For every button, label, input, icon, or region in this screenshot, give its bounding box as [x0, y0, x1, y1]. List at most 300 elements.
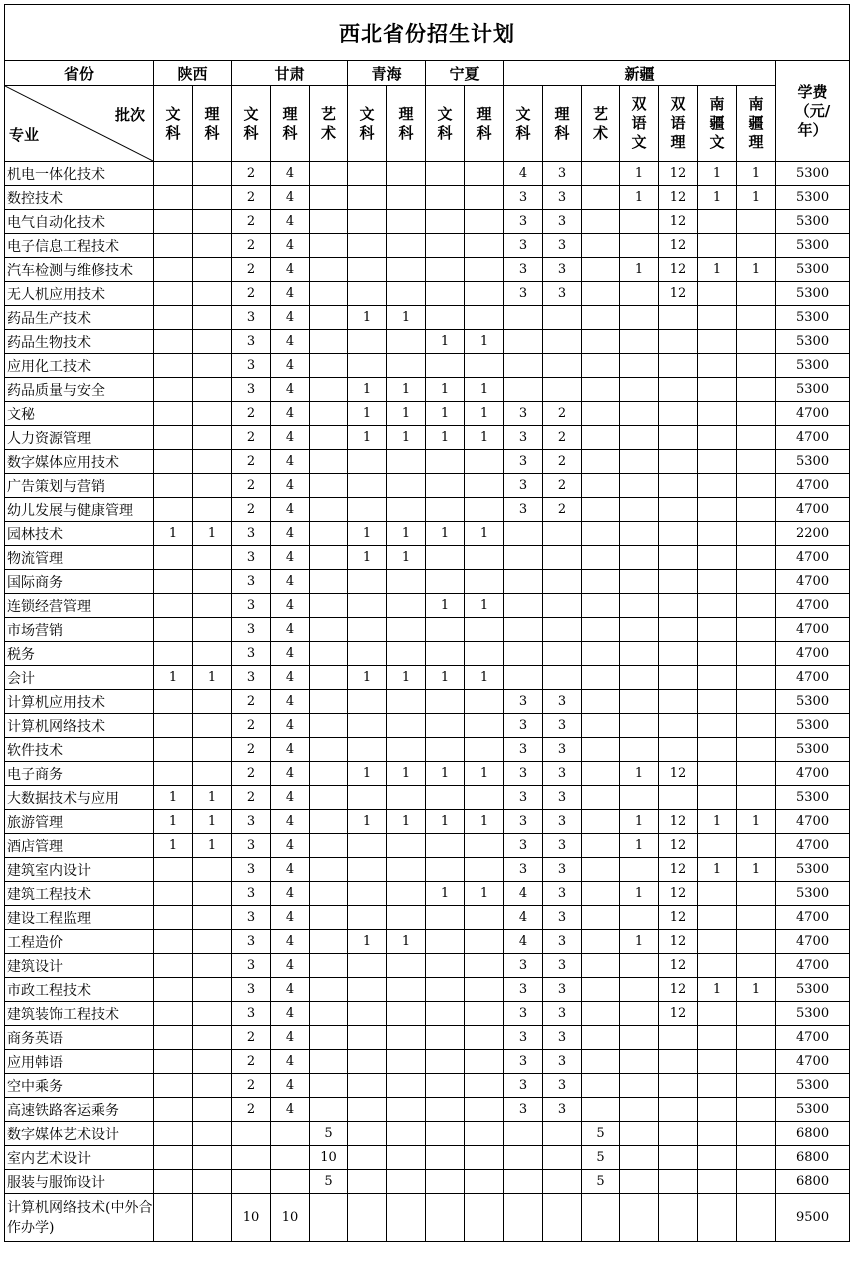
quota-cell: 2: [543, 450, 582, 474]
quota-cell: 3: [232, 546, 271, 570]
table-row: [5, 1146, 850, 1170]
quota-cell: 3: [543, 882, 582, 906]
quota-cell: 4: [271, 450, 310, 474]
quota-cell: [582, 162, 620, 186]
quota-cell: [310, 810, 348, 834]
quota-cell: [659, 786, 698, 810]
quota-cell: [737, 1050, 776, 1074]
quota-cell: [582, 282, 620, 306]
quota-cell: 3: [543, 762, 582, 786]
quota-cell: [737, 786, 776, 810]
quota-cell: [737, 594, 776, 618]
major-name: 人力资源管理: [5, 426, 154, 450]
quota-cell: [737, 210, 776, 234]
quota-cell: 1: [465, 762, 504, 786]
quota-cell: 4: [271, 210, 310, 234]
quota-cell: [582, 642, 620, 666]
quota-cell: 3: [543, 954, 582, 978]
quota-cell: [698, 474, 737, 498]
quota-cell: 4: [504, 882, 543, 906]
quota-cell: 2: [543, 474, 582, 498]
quota-cell: 1: [620, 882, 659, 906]
quota-cell: [582, 714, 620, 738]
quota-cell: [310, 378, 348, 402]
subject-header-char: 科: [204, 123, 220, 142]
quota-cell: [659, 498, 698, 522]
subject-header-char: 理: [554, 104, 570, 123]
quota-cell: [387, 1170, 426, 1194]
tuition-cell: 5300: [776, 210, 850, 234]
quota-cell: [659, 666, 698, 690]
table-row: [5, 1002, 850, 1026]
subject-header-char: 疆: [748, 114, 764, 132]
quota-cell: [737, 306, 776, 330]
quota-cell: 1: [698, 186, 737, 210]
table-row: [5, 306, 850, 330]
table-row: [5, 1074, 850, 1098]
tuition-cell: 5300: [776, 258, 850, 282]
quota-cell: 4: [271, 906, 310, 930]
subject-header-char: 语: [631, 114, 647, 132]
quota-cell: [698, 1194, 737, 1242]
quota-cell: [659, 306, 698, 330]
quota-cell: [582, 546, 620, 570]
quota-cell: 2: [543, 426, 582, 450]
quota-cell: [698, 834, 737, 858]
quota-cell: 1: [465, 810, 504, 834]
quota-cell: [698, 1170, 737, 1194]
province-label: 省份: [5, 61, 154, 86]
quota-cell: [310, 426, 348, 450]
quota-cell: [543, 1194, 582, 1242]
quota-cell: 3: [232, 1002, 271, 1026]
major-name: 室内艺术设计: [5, 1146, 154, 1170]
quota-cell: 3: [543, 858, 582, 882]
quota-cell: [310, 906, 348, 930]
quota-cell: 4: [271, 282, 310, 306]
subject-header-char: 文: [243, 104, 259, 123]
quota-cell: [582, 690, 620, 714]
quota-cell: 1: [387, 930, 426, 954]
quota-cell: [737, 570, 776, 594]
major-name: 国际商务: [5, 570, 154, 594]
major-name: 幼儿发展与健康管理: [5, 498, 154, 522]
quota-cell: 1: [387, 546, 426, 570]
table-row: [5, 738, 850, 762]
quota-cell: [737, 522, 776, 546]
major-name: 文秘: [5, 402, 154, 426]
quota-cell: 3: [232, 522, 271, 546]
major-name: 建筑装饰工程技术: [5, 1002, 154, 1026]
quota-cell: [426, 1050, 465, 1074]
quota-cell: [310, 522, 348, 546]
quota-cell: [504, 354, 543, 378]
quota-cell: [582, 1074, 620, 1098]
quota-cell: 4: [271, 738, 310, 762]
subject-header-char: 文: [165, 104, 181, 123]
quota-cell: [426, 570, 465, 594]
quota-cell: [387, 834, 426, 858]
province-header-row: [5, 61, 850, 86]
quota-cell: [387, 882, 426, 906]
quota-cell: [348, 330, 387, 354]
quota-cell: [582, 258, 620, 282]
quota-cell: 3: [504, 690, 543, 714]
major-name: 建设工程监理: [5, 906, 154, 930]
quota-cell: [465, 1002, 504, 1026]
major-name: 高速铁路客运乘务: [5, 1098, 154, 1122]
quota-cell: 10: [271, 1194, 310, 1242]
subject-header: [659, 86, 698, 162]
quota-cell: [737, 402, 776, 426]
subject-header: [310, 86, 348, 162]
quota-cell: [737, 234, 776, 258]
quota-cell: 2: [232, 738, 271, 762]
quota-cell: [426, 546, 465, 570]
table-row: [5, 330, 850, 354]
quota-cell: [193, 1074, 232, 1098]
quota-cell: [193, 1122, 232, 1146]
quota-cell: 5: [310, 1170, 348, 1194]
quota-cell: [504, 330, 543, 354]
quota-cell: [582, 402, 620, 426]
quota-cell: [620, 978, 659, 1002]
quota-cell: [504, 642, 543, 666]
quota-cell: [465, 162, 504, 186]
quota-cell: 3: [504, 1098, 543, 1122]
quota-cell: [154, 858, 193, 882]
quota-cell: 12: [659, 954, 698, 978]
quota-cell: 4: [271, 306, 310, 330]
quota-cell: 4: [271, 570, 310, 594]
quota-cell: [659, 378, 698, 402]
quota-cell: 4: [271, 618, 310, 642]
quota-cell: [465, 1098, 504, 1122]
tuition-cell: 5300: [776, 690, 850, 714]
quota-cell: 1: [154, 786, 193, 810]
quota-cell: 1: [348, 666, 387, 690]
table-row: [5, 234, 850, 258]
subject-header-char: 南: [709, 95, 725, 113]
quota-cell: 2: [232, 210, 271, 234]
quota-cell: 5: [582, 1170, 620, 1194]
quota-cell: [193, 1026, 232, 1050]
quota-cell: [465, 546, 504, 570]
quota-cell: [193, 618, 232, 642]
quota-cell: [426, 1146, 465, 1170]
quota-cell: [348, 858, 387, 882]
quota-cell: 4: [271, 858, 310, 882]
quota-cell: [737, 1146, 776, 1170]
quota-cell: [698, 378, 737, 402]
quota-cell: [193, 882, 232, 906]
quota-cell: [659, 1074, 698, 1098]
subject-header: [271, 86, 310, 162]
quota-cell: [620, 234, 659, 258]
subject-header: [504, 86, 543, 162]
quota-cell: 12: [659, 930, 698, 954]
quota-cell: [698, 1002, 737, 1026]
quota-cell: [620, 1122, 659, 1146]
tuition-header-line: 年）: [797, 120, 828, 139]
quota-cell: [426, 738, 465, 762]
quota-cell: [659, 1050, 698, 1074]
quota-cell: [154, 642, 193, 666]
quota-cell: 4: [271, 930, 310, 954]
quota-cell: 4: [271, 426, 310, 450]
quota-cell: [193, 546, 232, 570]
tuition-cell: 4700: [776, 1026, 850, 1050]
quota-cell: 3: [504, 1026, 543, 1050]
quota-cell: [154, 1074, 193, 1098]
quota-cell: 3: [232, 930, 271, 954]
quota-cell: 4: [271, 1002, 310, 1026]
quota-cell: 1: [348, 402, 387, 426]
quota-cell: [698, 738, 737, 762]
major-name: 药品质量与安全: [5, 378, 154, 402]
quota-cell: [465, 450, 504, 474]
quota-cell: 3: [543, 186, 582, 210]
quota-cell: [310, 1050, 348, 1074]
major-name: 连锁经营管理: [5, 594, 154, 618]
tuition-cell: 5300: [776, 738, 850, 762]
quota-cell: [310, 546, 348, 570]
quota-cell: [620, 642, 659, 666]
tuition-cell: 4700: [776, 426, 850, 450]
quota-cell: [387, 954, 426, 978]
subject-header: [154, 86, 193, 162]
quota-cell: [310, 642, 348, 666]
major-name: 广告策划与营销: [5, 474, 154, 498]
quota-cell: 3: [232, 594, 271, 618]
quota-cell: [154, 330, 193, 354]
quota-cell: [310, 162, 348, 186]
quota-cell: [348, 1194, 387, 1242]
tuition-cell: 4700: [776, 834, 850, 858]
subject-header: [193, 86, 232, 162]
quota-cell: [193, 690, 232, 714]
major-name: 数控技术: [5, 186, 154, 210]
quota-cell: [504, 1194, 543, 1242]
quota-cell: 1: [193, 786, 232, 810]
quota-cell: [659, 474, 698, 498]
subject-header-char: 南: [748, 95, 764, 113]
table-row: [5, 714, 850, 738]
tuition-cell: 4700: [776, 546, 850, 570]
quota-cell: [698, 522, 737, 546]
quota-cell: 12: [659, 810, 698, 834]
tuition-cell: 5300: [776, 858, 850, 882]
quota-cell: [465, 978, 504, 1002]
subject-header-char: 科: [165, 123, 181, 142]
quota-cell: [193, 474, 232, 498]
quota-cell: [543, 522, 582, 546]
quota-cell: [737, 642, 776, 666]
quota-cell: [193, 498, 232, 522]
quota-cell: [582, 930, 620, 954]
quota-cell: [193, 210, 232, 234]
quota-cell: 4: [504, 930, 543, 954]
quota-cell: 3: [543, 1098, 582, 1122]
quota-cell: [387, 1002, 426, 1026]
quota-cell: 4: [271, 594, 310, 618]
table-row: [5, 786, 850, 810]
quota-cell: [348, 162, 387, 186]
table-row: [5, 354, 850, 378]
major-name: 数字媒体艺术设计: [5, 1122, 154, 1146]
tuition-header: [776, 61, 850, 162]
quota-cell: [543, 642, 582, 666]
quota-cell: [582, 978, 620, 1002]
quota-cell: [698, 330, 737, 354]
quota-cell: [154, 1098, 193, 1122]
quota-cell: [154, 594, 193, 618]
quota-cell: [348, 1098, 387, 1122]
quota-cell: 1: [465, 330, 504, 354]
quota-cell: [193, 762, 232, 786]
quota-cell: [348, 210, 387, 234]
quota-cell: [426, 282, 465, 306]
quota-cell: 4: [271, 522, 310, 546]
quota-cell: [310, 210, 348, 234]
quota-cell: [504, 522, 543, 546]
quota-cell: 4: [271, 378, 310, 402]
quota-cell: [310, 666, 348, 690]
quota-cell: 1: [348, 930, 387, 954]
quota-cell: [737, 426, 776, 450]
quota-cell: 2: [232, 690, 271, 714]
quota-cell: [387, 714, 426, 738]
tuition-cell: 5300: [776, 330, 850, 354]
quota-cell: [465, 618, 504, 642]
quota-cell: [426, 1194, 465, 1242]
batch-label: 批次: [114, 106, 145, 124]
quota-cell: 1: [348, 306, 387, 330]
quota-cell: [582, 1026, 620, 1050]
quota-cell: [698, 402, 737, 426]
province-gansu: 甘肃: [232, 61, 348, 86]
quota-cell: [387, 330, 426, 354]
quota-cell: [737, 1170, 776, 1194]
quota-cell: [659, 570, 698, 594]
quota-cell: 4: [271, 474, 310, 498]
table-row: [5, 498, 850, 522]
quota-cell: 2: [232, 474, 271, 498]
quota-cell: [504, 666, 543, 690]
table-row: [5, 1122, 850, 1146]
enrollment-plan-table: [4, 4, 850, 1242]
quota-cell: [310, 330, 348, 354]
table-row: [5, 930, 850, 954]
quota-cell: 12: [659, 858, 698, 882]
quota-cell: 3: [543, 906, 582, 930]
quota-cell: [620, 1098, 659, 1122]
quota-cell: [737, 690, 776, 714]
subject-header: [620, 86, 659, 162]
quota-cell: 1: [698, 978, 737, 1002]
quota-cell: [310, 954, 348, 978]
subject-header-char: 双: [631, 95, 647, 113]
province-xinjiang: 新疆: [504, 61, 776, 86]
quota-cell: [504, 1146, 543, 1170]
quota-cell: [426, 834, 465, 858]
quota-cell: [348, 834, 387, 858]
quota-cell: [154, 1170, 193, 1194]
quota-cell: [348, 186, 387, 210]
subject-header-char: 文: [709, 133, 725, 151]
quota-cell: 3: [543, 714, 582, 738]
tuition-cell: 5300: [776, 282, 850, 306]
quota-cell: [426, 618, 465, 642]
quota-cell: 1: [620, 186, 659, 210]
tuition-cell: 4700: [776, 618, 850, 642]
subject-header-char: 科: [359, 123, 375, 142]
quota-cell: [154, 906, 193, 930]
quota-cell: [387, 1050, 426, 1074]
quota-cell: 4: [271, 978, 310, 1002]
tuition-cell: 6800: [776, 1170, 850, 1194]
major-name: 商务英语: [5, 1026, 154, 1050]
quota-cell: [426, 858, 465, 882]
quota-cell: [465, 930, 504, 954]
quota-cell: [465, 834, 504, 858]
quota-cell: [348, 642, 387, 666]
major-label: 专业: [9, 126, 40, 144]
quota-cell: [348, 738, 387, 762]
quota-cell: [387, 162, 426, 186]
quota-cell: 1: [465, 378, 504, 402]
quota-cell: [465, 954, 504, 978]
quota-cell: 1: [348, 378, 387, 402]
quota-cell: [582, 738, 620, 762]
table-row: [5, 426, 850, 450]
quota-cell: [582, 354, 620, 378]
quota-cell: [387, 570, 426, 594]
quota-cell: 1: [426, 762, 465, 786]
tuition-cell: 5300: [776, 1002, 850, 1026]
quota-cell: 1: [465, 882, 504, 906]
quota-cell: 4: [271, 714, 310, 738]
quota-cell: [387, 618, 426, 642]
quota-cell: [310, 594, 348, 618]
quota-cell: [504, 1170, 543, 1194]
quota-cell: 4: [271, 162, 310, 186]
quota-cell: [582, 666, 620, 690]
quota-cell: [426, 258, 465, 282]
quota-cell: [582, 378, 620, 402]
quota-cell: [465, 1146, 504, 1170]
quota-cell: [348, 594, 387, 618]
quota-cell: [659, 450, 698, 474]
quota-cell: [737, 906, 776, 930]
quota-cell: 1: [193, 666, 232, 690]
quota-cell: 4: [271, 666, 310, 690]
quota-cell: [348, 1026, 387, 1050]
quota-cell: 3: [543, 978, 582, 1002]
quota-cell: [426, 474, 465, 498]
quota-cell: [387, 234, 426, 258]
quota-cell: [154, 210, 193, 234]
quota-cell: 3: [232, 570, 271, 594]
quota-cell: [659, 330, 698, 354]
quota-cell: [698, 954, 737, 978]
quota-cell: [154, 186, 193, 210]
table-row: [5, 450, 850, 474]
major-name: 服装与服饰设计: [5, 1170, 154, 1194]
quota-cell: [582, 1002, 620, 1026]
quota-cell: [465, 186, 504, 210]
quota-cell: [426, 786, 465, 810]
